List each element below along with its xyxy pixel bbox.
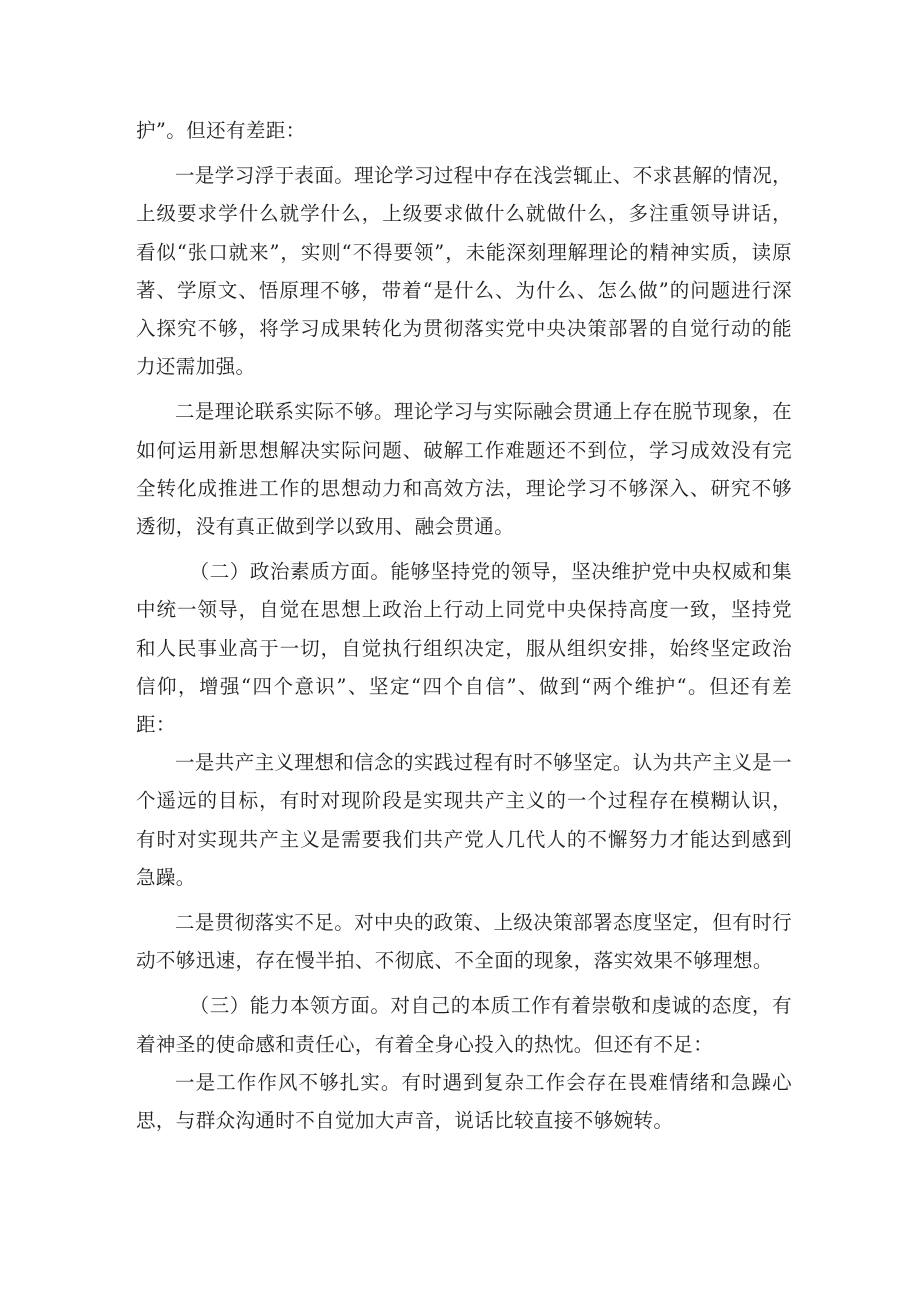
section-political-quality: （二）政治素质方面。能够坚持党的领导，坚决维护党中央权威和集中统一领导，自觉在思想上政治上行动上同党中央保持高度一致，坚持党和人民事业高于一切，自觉执行组织决定，服从组织安排，始终坚定政治信仰，增强“四个意识”、坚定“四个自信”、做到“两个维护“。但还有差距：: [136, 560, 792, 737]
paragraph-work-style: 一是工作作风不够扎实。有时遇到复杂工作会存在畏难情绪和急躁心思，与群众沟通时不自觉加大声音，说话比较直接不够婉转。: [136, 1070, 792, 1133]
section-ability-skills: （三）能力本领方面。对自己的本质工作有着崇敬和虔诚的态度，有着神圣的使命感和责任心，有着全身心投入的热忱。但还有不足：: [136, 994, 792, 1056]
document-body: [136, 112, 792, 1140]
paragraph-implementation: 二是贯彻落实不足。对中央的政策、上级决策部署态度坚定，但有时行动不够迅速，存在慢半拍、不彻底、不全面的现象，落实效果不够理想。: [136, 911, 792, 973]
paragraph-ideals-belief: 一是共产主义理想和信念的实践过程有时不够坚定。认为共产主义是一个遥远的目标，有时对现阶段是实现共产主义的一个过程存在模糊认识，有时对实现共产主义是需要我们共产党人几代人的不懈努力才能达到感到急躁。: [136, 751, 792, 889]
paragraph-continuation: 护”。但还有差距：: [136, 119, 306, 142]
paragraph-study-superficial: 一是学习浮于表面。理论学习过程中存在浅尝辄止、不求甚解的情况，上级要求学什么就学什么，上级要求做什么就做什么，多注重领导讲话，看似“张口就来”，实则“不得要领”，未能深刻理解理论的精神实质，读原著、学原文、悟原理不够，带着“是什么、为什么、怎么做”的问题进行深入探究不够，将学习成果转化为贯彻落实党中央决策部署的自觉行动的能力还需加强。: [136, 164, 792, 379]
paragraph-theory-practice: 二是理论联系实际不够。理论学习与实际融会贯通上存在脱节现象，在如何运用新思想解决实际问题、破解工作难题还不到位，学习成效没有完全转化成推进工作的思想动力和高效方法，理论学习不够深入、研究不够透彻，没有真正做到学以致用、融会贯通。: [136, 400, 792, 539]
